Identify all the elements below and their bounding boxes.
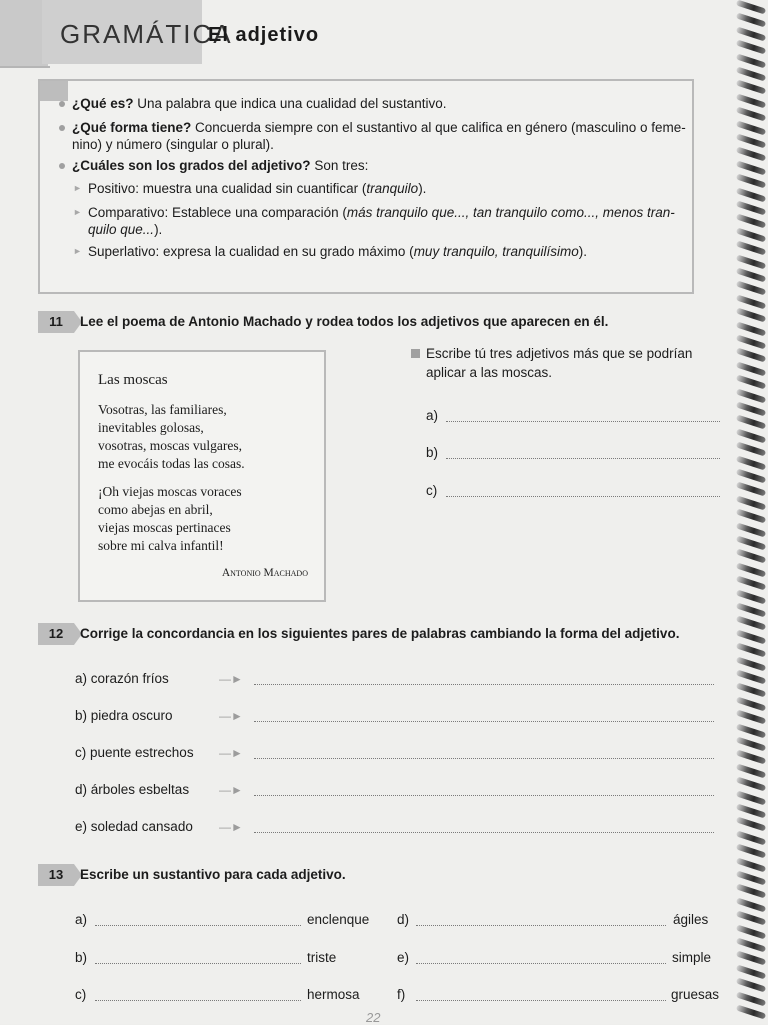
poem-line: me evocáis todas las cosas.: [98, 456, 245, 471]
spiral-coil: [736, 120, 766, 135]
spiral-coil: [736, 415, 766, 430]
section-title: GRAMÁTICA: [60, 19, 233, 49]
theory-what: ¿Qué es? Una palabra que indica una cualidad del sustantivo.: [72, 96, 447, 111]
answer-field-c[interactable]: [446, 496, 720, 497]
spiral-coil: [736, 683, 766, 698]
spiral-coil: [736, 643, 766, 658]
spiral-coil: [736, 495, 766, 510]
spiral-coil: [736, 107, 766, 122]
spiral-coil: [736, 509, 766, 524]
spiral-coil: [736, 13, 766, 28]
spiral-coil: [736, 241, 766, 256]
exercise-13-number: 13: [38, 864, 74, 886]
theory-grades: ¿Cuáles son los grados del adjetivo? Son tres:: [72, 158, 369, 173]
answer-label: a): [426, 408, 439, 423]
poem-title: Las moscas: [98, 372, 168, 388]
exercise-11-instruction: Lee el poema de Antonio Machado y rodea todos los adjetivos que aparecen en él.: [80, 314, 609, 329]
spiral-coil: [736, 536, 766, 551]
spiral-coil: [736, 201, 766, 216]
correction-field[interactable]: [254, 795, 714, 796]
item-label: f): [397, 987, 406, 1002]
spiral-coil: [736, 254, 766, 269]
poem-line: como abejas en abril,: [98, 502, 213, 517]
spiral-coil: [736, 603, 766, 618]
noun-field[interactable]: [95, 963, 301, 964]
spiral-coil: [736, 978, 766, 993]
poem-box: [78, 350, 326, 602]
spiral-coil: [736, 790, 766, 805]
grade-positive: Positivo: muestra una cualidad sin cuantificar (tranquilo).: [88, 181, 427, 196]
pair-item: a) corazón fríos: [75, 671, 169, 686]
spiral-coil: [736, 991, 766, 1006]
header-block: [0, 0, 48, 68]
spiral-coil: [736, 522, 766, 537]
spiral-coil: [736, 1005, 766, 1020]
spiral-coil: [736, 348, 766, 363]
spiral-coil: [736, 53, 766, 68]
spiral-coil: [736, 938, 766, 953]
spiral-coil: [736, 26, 766, 41]
noun-field[interactable]: [416, 925, 666, 926]
theory-box-corner: [40, 81, 68, 101]
spiral-coil: [736, 174, 766, 189]
noun-field[interactable]: [416, 963, 666, 964]
noun-field[interactable]: [95, 925, 301, 926]
pair-item: c) puente estrechos: [75, 745, 194, 760]
spiral-coil: [736, 589, 766, 604]
spiral-coil: [736, 830, 766, 845]
spiral-coil: [736, 656, 766, 671]
answer-field-b[interactable]: [446, 458, 720, 459]
page-number: 22: [366, 1010, 381, 1025]
spiral-coil: [736, 897, 766, 912]
item-label: b): [75, 950, 88, 965]
spiral-coil: [736, 375, 766, 390]
spiral-coil: [736, 857, 766, 872]
poem-line: viejas moscas pertinaces: [98, 520, 231, 535]
arrow-right-icon: —►: [219, 820, 243, 834]
correction-field[interactable]: [254, 684, 714, 685]
bullet-icon: [59, 101, 65, 107]
arrow-icon: ►: [73, 207, 82, 217]
poem-line: vosotras, moscas vulgares,: [98, 438, 242, 453]
spiral-coil: [736, 187, 766, 202]
section-subtitle: El adjetivo: [208, 24, 320, 46]
exercise-13-instruction: Escribe un sustantivo para cada adjetivo.: [80, 867, 346, 882]
spiral-coil: [736, 723, 766, 738]
spiral-coil: [736, 442, 766, 457]
spiral-coil: [736, 562, 766, 577]
grade-comparative: Comparativo: Establece una comparación (más tranquilo que..., tan tranquilo como..., menos tran-: [88, 205, 675, 220]
exercise-11-side-instruction: Escribe tú tres adjetivos más que se podrían aplicar a las moscas.: [426, 346, 693, 380]
adjective-word: ágiles: [673, 912, 709, 927]
spiral-coil: [736, 469, 766, 484]
noun-field[interactable]: [416, 1000, 666, 1001]
spiral-coil: [736, 67, 766, 82]
spiral-coil: [736, 763, 766, 778]
spiral-coil: [736, 871, 766, 886]
correction-field[interactable]: [254, 832, 714, 833]
spiral-coil: [736, 321, 766, 336]
spiral-coil: [736, 147, 766, 162]
spiral-coil: [736, 80, 766, 95]
spiral-coil: [736, 884, 766, 899]
bullet-icon: [59, 125, 65, 131]
adjective-word: simple: [672, 950, 712, 965]
spiral-coil: [736, 629, 766, 644]
pair-item: b) piedra oscuro: [75, 708, 173, 723]
arrow-icon: ►: [73, 246, 82, 256]
exercise-11-number: 11: [38, 311, 74, 333]
adjective-word: triste: [307, 950, 337, 965]
spiral-coil: [736, 964, 766, 979]
arrow-icon: ►: [73, 183, 82, 193]
pair-item: e) soledad cansado: [75, 819, 193, 834]
header-rule: [0, 66, 50, 68]
poem-line: inevitables golosas,: [98, 420, 204, 435]
spiral-coil: [736, 0, 766, 14]
correction-field[interactable]: [254, 721, 714, 722]
spiral-coil: [736, 482, 766, 497]
spiral-coil: [736, 844, 766, 859]
spiral-coil: [736, 817, 766, 832]
arrow-right-icon: —►: [219, 709, 243, 723]
spiral-coil: [736, 710, 766, 725]
square-bullet-icon: [411, 349, 420, 358]
spiral-coil: [736, 576, 766, 591]
item-label: c): [75, 987, 87, 1002]
pair-item: d) árboles esbeltas: [75, 782, 190, 797]
bullet-icon: [59, 163, 65, 169]
spiral-coil: [736, 40, 766, 55]
spiral-coil: [736, 214, 766, 229]
exercise-12-number: 12: [38, 623, 74, 645]
grade-superlative: Superlativo: expresa la cualidad en su grado máximo (muy tranquilo, tranquilísimo).: [88, 244, 588, 259]
correction-field[interactable]: [254, 758, 714, 759]
item-label: e): [397, 950, 410, 965]
spiral-coil: [736, 777, 766, 792]
spiral-coil: [736, 549, 766, 564]
poem-line: Vosotras, las familiares,: [98, 402, 227, 417]
answer-label: b): [426, 445, 439, 460]
spiral-coil: [736, 924, 766, 939]
spiral-coil: [736, 616, 766, 631]
poem-author: Antonio Machado: [221, 567, 308, 579]
spiral-coil: [736, 696, 766, 711]
adjective-word: enclenque: [307, 912, 370, 927]
poem-line: sobre mi calva infantil!: [98, 538, 224, 553]
spiral-coil: [736, 388, 766, 403]
spiral-coil: [736, 268, 766, 283]
spiral-coil: [736, 294, 766, 309]
arrow-right-icon: —►: [219, 746, 243, 760]
spiral-coil: [736, 93, 766, 108]
spiral-coil: [736, 402, 766, 417]
arrow-right-icon: —►: [219, 783, 243, 797]
spiral-coil: [736, 455, 766, 470]
spiral-coil: [736, 911, 766, 926]
spiral-coil: [736, 804, 766, 819]
grade-comparative-cont: quilo que...).: [88, 222, 163, 237]
spiral-binding: [736, 0, 768, 1024]
spiral-coil: [736, 308, 766, 323]
spiral-coil: [736, 281, 766, 296]
spiral-coil: [736, 428, 766, 443]
spiral-coil: [736, 160, 766, 175]
adjective-word: hermosa: [307, 987, 360, 1002]
poem-line: ¡Oh viejas moscas voraces: [98, 484, 242, 499]
spiral-coil: [736, 134, 766, 149]
exercise-12-instruction: Corrige la concordancia en los siguientes pares de palabras cambiando la forma del adjetivo.: [80, 626, 680, 641]
answer-label: c): [426, 483, 438, 498]
spiral-coil: [736, 750, 766, 765]
spiral-coil: [736, 361, 766, 376]
arrow-right-icon: —►: [219, 672, 243, 686]
answer-field-a[interactable]: [446, 421, 720, 422]
spiral-coil: [736, 951, 766, 966]
theory-form-cont: nino) y número (singular o plural).: [72, 137, 274, 152]
item-label: a): [75, 912, 88, 927]
spiral-coil: [736, 227, 766, 242]
theory-form: ¿Qué forma tiene? Concuerda siempre con el sustantivo al que califica en género (masculino o feme-: [72, 120, 686, 135]
noun-field[interactable]: [95, 1000, 301, 1001]
spiral-coil: [736, 670, 766, 685]
adjective-word: gruesas: [671, 987, 720, 1002]
spiral-coil: [736, 335, 766, 350]
spiral-coil: [736, 737, 766, 752]
item-label: d): [397, 912, 410, 927]
